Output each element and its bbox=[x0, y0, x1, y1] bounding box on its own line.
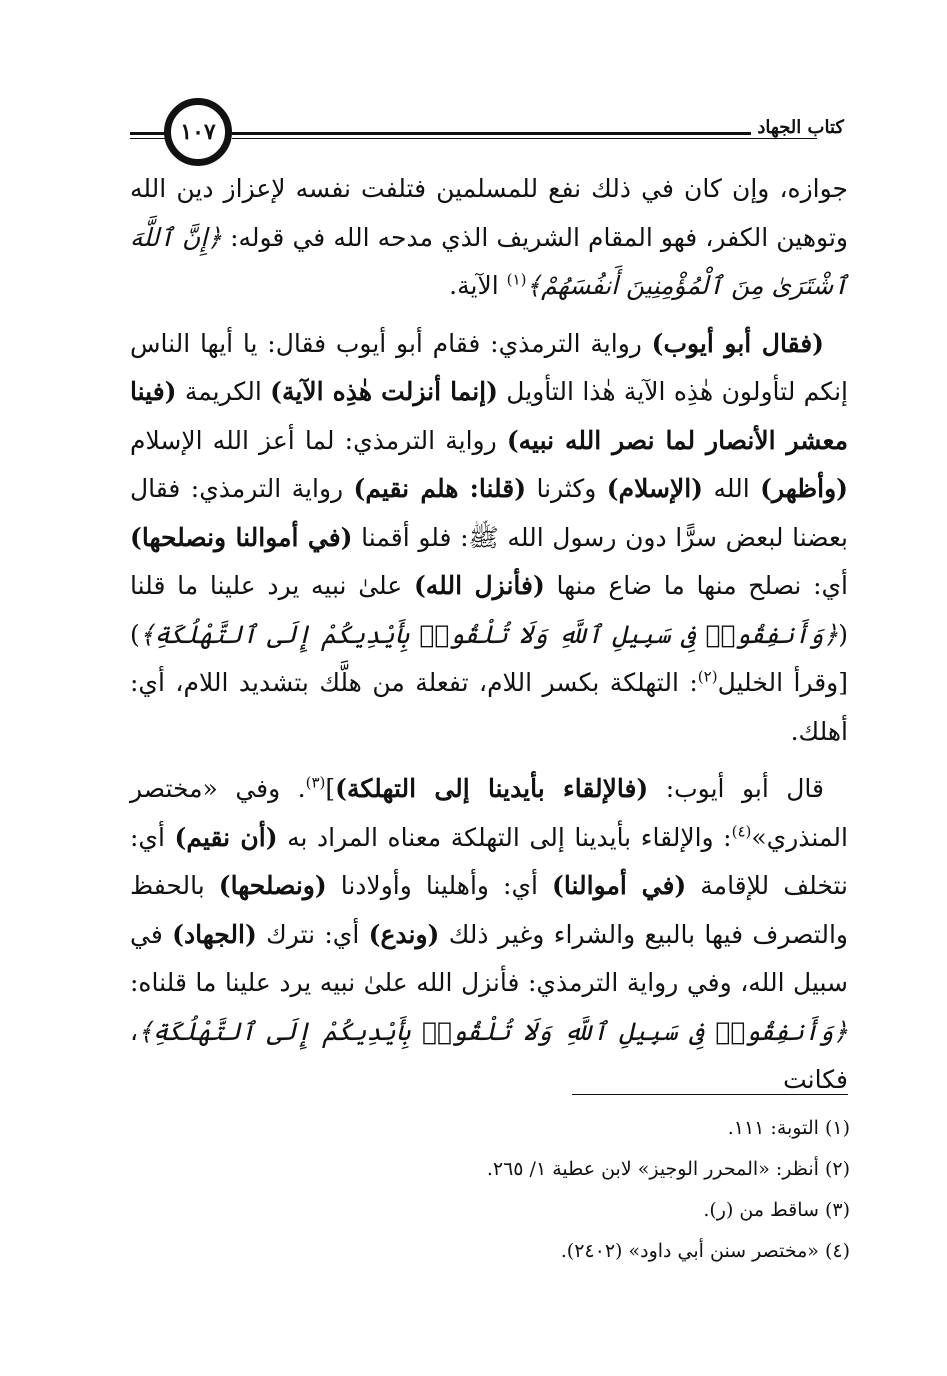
text-run: علىٰ نبيه يرد علينا ما قلنا ( bbox=[130, 571, 848, 649]
bold-text: (فالإلقاء بأيدينا إلى التهلكة) bbox=[335, 774, 649, 803]
text-run: ] bbox=[325, 774, 336, 803]
text-run: رواية الترمذي: لما أعز الله الإسلام bbox=[130, 425, 507, 455]
header-rule-thin bbox=[232, 138, 817, 139]
text-run: أي: وأهلينا وأولادنا bbox=[326, 871, 553, 900]
bold-text: (وأظهر) bbox=[760, 474, 849, 503]
main-text bbox=[130, 165, 848, 1105]
bold-text: (في أموالنا) bbox=[552, 871, 687, 900]
text-run: : التهلكة بكسر اللام، تفعلة من هلَّك بتشديد اللام، أي: أهلك. bbox=[130, 668, 848, 746]
bold-text: (فينا معشر الأنصار لما نصر الله نبيه) bbox=[130, 377, 848, 455]
footnote-ref: (٣) bbox=[305, 773, 326, 792]
footnote-ref: (١) bbox=[506, 270, 527, 289]
text-run: قال أبو أيوب: bbox=[648, 774, 824, 803]
header-rule bbox=[232, 132, 817, 135]
paragraph bbox=[130, 765, 848, 1105]
text-run: الآية. bbox=[449, 271, 507, 300]
text-run: أي: نصلح منها ما ضاع منها bbox=[544, 571, 849, 600]
text-run: بالحفظ والتصرف فيها بالبيع والشراء وغير ذلك bbox=[130, 871, 848, 949]
text-run: : والإلقاء بأيدينا إلى التهلكة معناه المراد به bbox=[277, 822, 732, 852]
text-run: أي: نتخلف للإقامة bbox=[130, 822, 848, 900]
footnote-ref: (٢) bbox=[697, 667, 718, 686]
footnote-separator bbox=[572, 1094, 848, 1095]
text-run: وكثرنا bbox=[526, 474, 607, 503]
page-number-badge bbox=[164, 98, 232, 166]
footnote: (٣) ساقط من (ر). bbox=[703, 1199, 850, 1221]
bold-text: (الجهاد) bbox=[172, 919, 257, 949]
quran-quote: ﴿وَأَنفِقُوا۟ فِى سَبِيلِ ٱللَّهِ وَلَا تُلْقُوا۟ بِأَيْدِيكُمْ إِلَى ٱلتَّهْلُكَةِ﴾ bbox=[139, 619, 839, 649]
header-rule-left-thin bbox=[130, 138, 165, 139]
text-run: . وفي «مختصر المنذري» bbox=[130, 774, 848, 852]
quran-quote: ﴿إِنَّ ٱللَّهَ ٱشْتَرَىٰ مِنَ ٱلْمُؤْمِنِينَ أَنفُسَهُمْ﴾ bbox=[130, 222, 848, 300]
paragraph bbox=[130, 165, 848, 311]
text-run: الله bbox=[703, 474, 761, 503]
bold-text: (في أموالنا ونصلحها) bbox=[130, 522, 353, 552]
text-run: الكريمة bbox=[176, 377, 271, 406]
quran-quote: ﴿وَأَنفِقُوا۟ فِى سَبِيلِ ٱللَّهِ وَلَا تُلْقُوا۟ بِأَيْدِيكُمْ إِلَى ٱلتَّهْلُكَةِ﴾ bbox=[138, 1016, 848, 1046]
bold-text: (ونصلحها) bbox=[218, 871, 327, 900]
footnote-ref: (٤) bbox=[731, 822, 752, 841]
paragraph bbox=[130, 320, 848, 757]
bold-text: (الإسلام) bbox=[606, 474, 704, 503]
footnote: (٢) أنظر: «المحرر الوجيز» لابن عطية ١/ ٢٦٥. bbox=[486, 1158, 850, 1180]
text-run: جوازه، وإن كان في ذلك نفع للمسلمين فتلفت نفسه لإعزاز دين الله وتوهين الكفر، فهو المقام الشريف الذي مدحه الله في قوله: bbox=[130, 174, 848, 252]
footnote: (١) التوبة: ١١١. bbox=[727, 1117, 850, 1139]
text-run: أي: نترك bbox=[256, 919, 369, 949]
bold-text: (وندع) bbox=[368, 919, 440, 949]
text-run: رواية الترمذي: فقال بعضنا لبعض سرًّا دون رسول الله ﷺ: فلو أقمنا bbox=[130, 474, 848, 552]
bold-text: (أن نقيم) bbox=[174, 822, 278, 852]
text-run: ، فكانت bbox=[130, 1016, 848, 1094]
bold-text: (فقال أبو أيوب) bbox=[651, 328, 824, 358]
page-number: ١٠٧ bbox=[180, 119, 216, 145]
text-run: في سبيل الله، وفي رواية الترمذي: فأنزل الله علىٰ نبيه يرد علينا ما قلناه: bbox=[130, 919, 848, 997]
bold-text: (فأنزل الله) bbox=[413, 571, 545, 600]
bold-text: (إنما أنزلت هٰذِه الآية) bbox=[270, 377, 498, 406]
text-run: رواية الترمذي: فقام أبو أيوب فقال: يا أيها الناس إنكم لتأولون هٰذِه الآية هٰذا التأويل bbox=[130, 328, 849, 406]
footnotes bbox=[132, 1108, 850, 1272]
header-rule-left bbox=[130, 132, 165, 135]
text-run: ) [وقرأ الخليل bbox=[130, 619, 849, 697]
footnote: (٤) «مختصر سنن أبي داود» (٢٤٠٢). bbox=[560, 1240, 850, 1262]
running-head: كتاب الجهاد bbox=[751, 117, 850, 138]
bold-text: (قلنا: هلم نقيم) bbox=[353, 474, 527, 503]
